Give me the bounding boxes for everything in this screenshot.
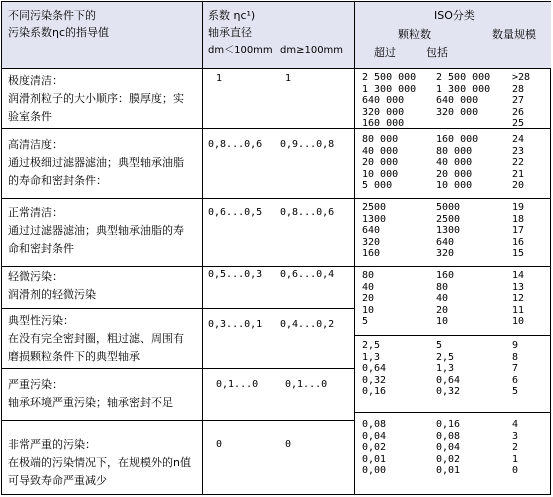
iso-over-value: 80 — [362, 270, 375, 281]
iso-over-value: 20 000 — [362, 157, 399, 168]
iso-over-value: 2,5 — [362, 340, 381, 351]
row-divider — [2, 368, 354, 369]
iso-scale-value: 18 — [512, 213, 525, 225]
iso-scale-value: 23 — [512, 145, 525, 157]
iso-over-value: 2500 — [362, 202, 387, 213]
header-over: 超过 — [374, 46, 396, 59]
iso-scale-value: 6 — [512, 374, 519, 386]
iso-scale-value: 25 — [512, 118, 525, 129]
row-divider — [2, 308, 354, 309]
iso-over-value: 20 — [362, 293, 375, 304]
iso-including-value: 160 000 — [436, 134, 479, 145]
iso-scale-value: 24 — [512, 134, 525, 145]
iso-over-value: 5 — [362, 316, 369, 327]
iso-scale-value: 21 — [512, 168, 525, 180]
iso-including-value: 640 000 — [436, 95, 479, 106]
iso-over-value: 0,64 — [362, 363, 387, 374]
header-bearing-diameter: 轴承直径 — [208, 26, 252, 39]
iso-including-value: 0,01 — [436, 465, 461, 476]
row-divider — [2, 198, 354, 199]
iso-over-value: 0,16 — [362, 386, 387, 397]
iso-over-value: 0,02 — [362, 442, 387, 453]
iso-over-value: 40 000 — [362, 145, 399, 157]
iso-including-value: 1,3 — [436, 363, 455, 374]
header-col1-line2: 污染系数ηc的指导值 — [8, 26, 110, 39]
header-iso-class: ISO分类 — [434, 9, 475, 22]
iso-divider — [354, 335, 551, 336]
coef-large: 0,4...0,2 — [280, 319, 335, 330]
iso-scale-value: 2 — [512, 442, 519, 453]
coef-small: 0,8...0,6 — [208, 139, 263, 150]
coef-small: 0,1...0 — [216, 379, 259, 390]
iso-including-value: 5 — [436, 340, 443, 351]
header-particle-count: 颗粒数 — [398, 28, 431, 41]
header-including: 包括 — [426, 46, 448, 59]
iso-over-value: 320 — [362, 236, 381, 248]
iso-over-value: 0,32 — [362, 374, 387, 386]
iso-scale-value: 9 — [512, 340, 519, 351]
iso-including-value: 0,16 — [436, 419, 461, 430]
iso-including-value: 10 — [436, 316, 449, 327]
header-coefficient: 系数 ηc¹) — [208, 9, 256, 22]
iso-scale-value: 26 — [512, 106, 525, 118]
condition-title: 正常清洁： — [8, 206, 63, 219]
condition-desc: 润滑剂粒子的大小顺序：膜厚度；实验室条件 — [8, 92, 184, 123]
iso-over-value: 40 — [362, 281, 375, 293]
condition-desc: 通过过滤器滤油；典型轴承油脂的寿命和密封条件 — [8, 224, 184, 255]
row-divider — [2, 128, 354, 129]
condition-desc: 润滑剂的轻微污染 — [8, 288, 96, 301]
iso-divider — [354, 266, 551, 267]
iso-including-value: 1300 — [436, 225, 461, 236]
header-col1-line1: 不同污染条件下的 — [8, 9, 96, 22]
condition-title: 典型性污染： — [8, 314, 74, 327]
iso-over-value: 0,08 — [362, 419, 387, 430]
iso-scale-value: 7 — [512, 363, 519, 374]
coef-large: 0,9...0,8 — [280, 139, 335, 150]
coef-small: 0,5...0,3 — [208, 269, 263, 280]
iso-scale-value: 11 — [512, 304, 525, 316]
row-divider — [2, 420, 354, 421]
iso-including-value: 40 — [436, 293, 449, 304]
iso-including-value: 320 — [436, 248, 455, 259]
coef-small: 0,3...0,1 — [208, 319, 263, 330]
iso-including-value: 40 000 — [436, 157, 473, 168]
iso-over-value: 160 — [362, 248, 381, 259]
iso-scale-value: 19 — [512, 202, 525, 213]
iso-scale-value: 8 — [512, 351, 519, 363]
iso-divider — [354, 198, 551, 199]
iso-over-value: 320 000 — [362, 106, 405, 118]
header-quantity-scale: 数量规模 — [492, 28, 536, 41]
iso-scale-value: 4 — [512, 419, 519, 430]
iso-scale-value: 12 — [512, 293, 525, 304]
iso-including-value: 10 000 — [436, 180, 473, 191]
iso-over-value: 640 000 — [362, 95, 405, 106]
iso-scale-value: 13 — [512, 281, 525, 293]
iso-over-value: 2 500 000 — [362, 72, 417, 83]
coef-large: 0 — [285, 439, 292, 450]
iso-including-value: 80 — [436, 281, 449, 293]
iso-including-value: 1 300 000 — [436, 83, 491, 95]
iso-over-value: 160 000 — [362, 118, 405, 129]
iso-scale-value: 17 — [512, 225, 525, 236]
iso-scale-value: 20 — [512, 180, 525, 191]
iso-including-value: 640 — [436, 236, 455, 248]
condition-title: 高清洁度： — [8, 138, 63, 151]
iso-scale-value: 22 — [512, 157, 525, 168]
row-divider — [2, 266, 354, 267]
coef-small: 0 — [216, 439, 223, 450]
iso-over-value: 1 300 000 — [362, 83, 417, 95]
iso-scale-value: 10 — [512, 316, 525, 327]
condition-title: 严重污染： — [8, 378, 63, 391]
iso-over-value: 640 — [362, 225, 381, 236]
condition-title: 轻微污染： — [8, 270, 63, 283]
iso-scale-value: 15 — [512, 248, 525, 259]
condition-title: 极度清洁： — [8, 74, 63, 87]
iso-over-value: 80 000 — [362, 134, 399, 145]
divider-col2 — [354, 2, 355, 494]
header-dm-small: dm＜100mm — [208, 45, 273, 56]
iso-scale-value: 27 — [512, 95, 525, 106]
iso-including-value: 160 — [436, 270, 455, 281]
iso-scale-value: 14 — [512, 270, 525, 281]
iso-over-value: 0,00 — [362, 465, 387, 476]
coef-large: 0,6...0,4 — [280, 269, 335, 280]
iso-over-value: 10 — [362, 304, 375, 316]
iso-including-value: 320 000 — [436, 106, 479, 118]
iso-including-value: 20 — [436, 304, 449, 316]
iso-including-value: 20 000 — [436, 168, 473, 180]
iso-divider — [354, 412, 551, 413]
iso-including-value: 0,04 — [436, 442, 461, 453]
condition-desc: 轴承环境严重污染；轴承密封不足 — [8, 396, 173, 409]
coef-large: 0,8...0,6 — [280, 207, 335, 218]
iso-including-value: 0,32 — [436, 386, 461, 397]
contamination-table — [1, 1, 551, 495]
iso-including-value: 0,08 — [436, 430, 461, 442]
condition-desc: 在没有完全密封圈，粗过滤、周围有磨损颗粒条件下的典型轴承 — [8, 332, 184, 363]
condition-desc: 在极端的污染情况下，在规模外的n值可导致寿命严重减少 — [8, 456, 191, 487]
condition-desc: 通过极细过滤器滤油；典型轴承油脂的寿命和密封条件： — [8, 156, 184, 187]
iso-over-value: 10 000 — [362, 168, 399, 180]
iso-scale-value: 0 — [512, 465, 519, 476]
coef-small: 0,6...0,5 — [208, 207, 263, 218]
iso-including-value: 80 000 — [436, 145, 473, 157]
iso-over-value: 1300 — [362, 213, 387, 225]
coef-large: 0,1...0 — [285, 379, 328, 390]
iso-over-value: 5 000 — [362, 180, 393, 191]
iso-scale-value: 1 — [512, 453, 519, 465]
iso-including-value: 2,5 — [436, 351, 455, 363]
iso-over-value: 1,3 — [362, 351, 381, 363]
condition-title: 非常严重的污染： — [8, 438, 96, 451]
header-dm-large: dm≥100mm — [280, 45, 344, 56]
iso-scale-value: 28 — [512, 83, 525, 95]
iso-including-value: 0,02 — [436, 453, 461, 465]
coef-large: 1 — [285, 73, 292, 84]
iso-scale-value: 16 — [512, 236, 525, 248]
iso-over-value: 0,01 — [362, 453, 387, 465]
iso-scale-value: 3 — [512, 430, 519, 442]
coef-small: 1 — [216, 73, 223, 84]
iso-over-value: 0,04 — [362, 430, 387, 442]
iso-scale-value: >28 — [512, 72, 531, 83]
iso-including-value: 0,64 — [436, 374, 461, 386]
iso-including-value: 5000 — [436, 202, 461, 213]
iso-scale-value: 5 — [512, 386, 519, 397]
iso-including-value: 2500 — [436, 213, 461, 225]
iso-including-value: 2 500 000 — [436, 72, 491, 83]
